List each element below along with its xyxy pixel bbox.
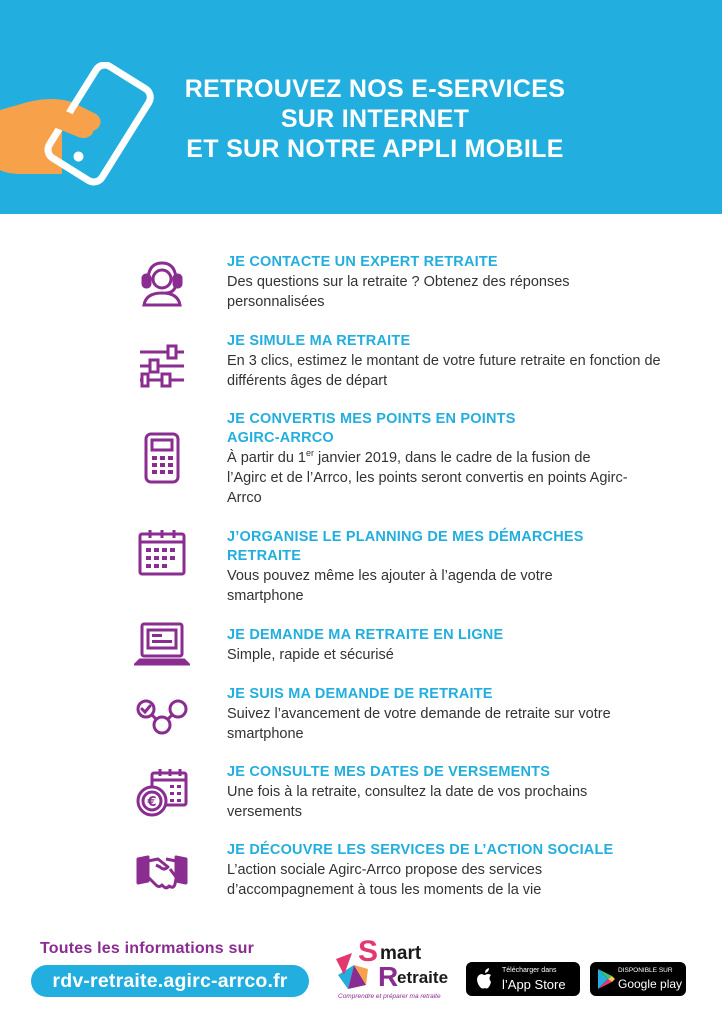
service-description: Une fois à la retraite, consultez la date de vos prochains versements: [227, 784, 588, 820]
service-title: J’ORGANISE LE PLANNING DE MES DÉMARCHES RETRAITE: [227, 529, 584, 564]
sliders-icon: [134, 342, 190, 394]
banner-title-line-3: ET SUR NOTRE APPLI MOBILE: [186, 135, 564, 163]
google-play-icon: [596, 968, 616, 990]
google-play-small-text: DISPONIBLE SUR: [618, 967, 673, 974]
progress-steps-icon: [134, 689, 190, 741]
google-play-badge[interactable]: [590, 962, 686, 996]
app-store-big-text: l’App Store: [502, 977, 566, 992]
ordinal-superscript: er: [306, 448, 315, 459]
logo-word-mart: mart: [380, 943, 422, 964]
service-title: JE SIMULE MA RETRAITE: [227, 333, 411, 349]
logo-letter-r: R: [378, 961, 399, 992]
app-store-small-text: Télécharger dans: [502, 967, 557, 974]
header-banner: [0, 0, 722, 214]
laptop-icon: [134, 620, 190, 672]
service-text: [227, 763, 667, 822]
service-description-start: À partir du 1: [227, 450, 306, 466]
svg-text:€: €: [147, 795, 157, 810]
service-description: Vous pouvez même les ajouter à l’agenda de votre smartphone: [227, 568, 553, 604]
service-text: [227, 528, 667, 606]
service-title: JE DEMANDE MA RETRAITE EN LIGNE: [227, 627, 504, 643]
app-store-badge[interactable]: [466, 962, 580, 996]
service-title: JE CONSULTE MES DATES DE VERSEMENTS: [227, 764, 551, 780]
service-text: [227, 332, 667, 391]
smart-retraite-logo: [334, 935, 462, 1007]
banner-title-line-2: SUR INTERNET: [280, 105, 470, 133]
calculator-icon: [134, 432, 190, 484]
service-description: Suivez l’avancement de votre demande de retraite sur votre smartphone: [227, 706, 611, 742]
service-description: L’action sociale Agirc-Arrco propose des services d’accompagnement à tous les moments de la vie: [227, 862, 543, 898]
service-text: [227, 685, 667, 744]
service-title: JE CONTACTE UN EXPERT RETRAITE: [227, 254, 498, 270]
service-text: [227, 626, 667, 665]
service-title: JE CONVERTIS MES POINTS EN POINTS AGIRC-ARRCO: [227, 411, 516, 446]
service-title: JE DÉCOUVRE LES SERVICES DE L’ACTION SOCIALE: [227, 842, 614, 858]
headset-icon: [134, 255, 190, 307]
banner-title: [150, 74, 600, 164]
service-text: [227, 841, 667, 900]
service-description: [227, 448, 632, 508]
service-description: Des questions sur la retraite ? Obtenez des réponses personnalisées: [227, 274, 570, 310]
footer-info-label: Toutes les informations sur: [40, 940, 255, 957]
service-text: [227, 253, 667, 312]
calendar-icon: [134, 528, 190, 580]
logo-word-etraite: etraite: [397, 968, 449, 987]
euro-calendar-icon: [134, 767, 190, 819]
handshake-icon: [134, 845, 190, 897]
logo-tagline: Comprendre et préparer ma retraite: [338, 993, 441, 1000]
website-url-link[interactable]: rdv-retraite.agirc-arrco.fr: [31, 965, 309, 997]
banner-title-line-1: RETROUVEZ NOS E-SERVICES: [184, 75, 566, 103]
hand-phone-icon: [0, 62, 170, 202]
google-play-big-text: Google play: [618, 977, 683, 991]
service-text: [227, 410, 667, 508]
logo-letter-s: S: [358, 935, 379, 968]
service-description-end: janvier 2019, dans le cadre de la fusion de l’Agirc et de l’Arrco, les points seront convertis en points Agirc-Arrco: [227, 450, 628, 506]
service-title: JE SUIS MA DEMANDE DE RETRAITE: [227, 686, 493, 702]
service-description: En 3 clics, estimez le montant de votre future retraite en fonction de différents âges de départ: [227, 353, 661, 389]
apple-icon: [474, 966, 496, 992]
service-description: Simple, rapide et sécurisé: [227, 647, 394, 663]
